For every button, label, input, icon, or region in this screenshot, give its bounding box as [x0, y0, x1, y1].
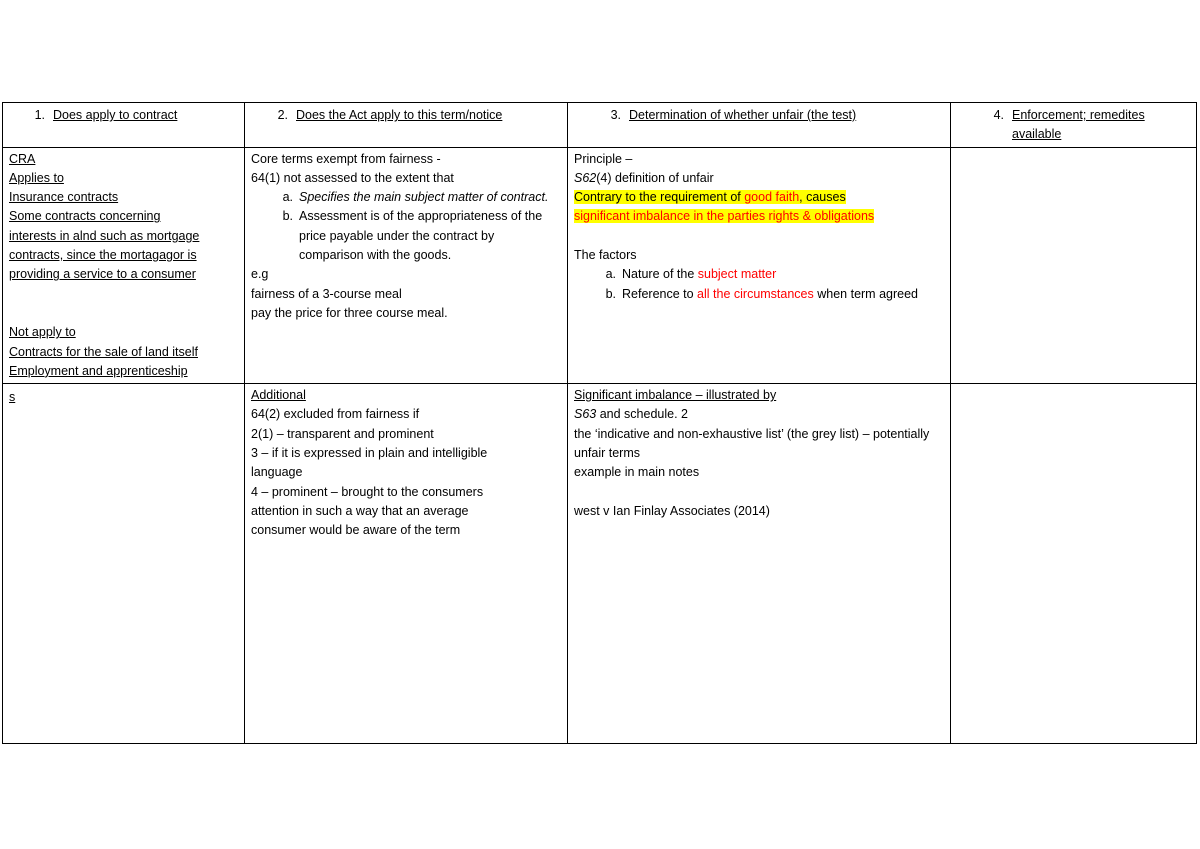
- header-cell-1: [3, 103, 245, 148]
- table-row: [3, 147, 1197, 384]
- paragraph: [574, 405, 945, 424]
- header-cell-3: [568, 103, 951, 148]
- cell-principle: [568, 147, 951, 384]
- item-label: a.: [282, 190, 293, 205]
- list-item: [251, 207, 562, 265]
- spacer: [574, 227, 945, 246]
- item-text: Assessment is of the appropriateness of the price payable under the contract by comparison with the goods.: [299, 209, 543, 263]
- section-text: (4) definition of unfair: [596, 170, 714, 185]
- hl-red-text: good faith: [744, 190, 800, 205]
- paragraph: the ‘indicative and non-exhaustive list’ (the grey list) – potentially unfair terms: [574, 426, 930, 461]
- paragraph: The factors: [574, 248, 637, 263]
- list-item: interests in alnd such as mortgage: [9, 228, 200, 243]
- header-number: 2.: [277, 108, 288, 122]
- cell-applies-to: [3, 147, 245, 384]
- item-red-text: all the circumstances: [697, 286, 814, 301]
- list-item: contracts, since the mortagagor is: [9, 248, 197, 263]
- paragraph: Core terms exempt from fairness -: [251, 151, 441, 166]
- paragraph: e.g: [251, 267, 269, 282]
- paragraph: Additional: [251, 388, 306, 403]
- list-item: Employment and apprenticeship: [9, 363, 188, 378]
- header-number: 4.: [993, 108, 1004, 122]
- item-red-text: subject matter: [697, 267, 777, 282]
- header-number: 3.: [610, 108, 621, 122]
- spacer: [9, 285, 239, 304]
- highlighted-text: [574, 188, 945, 207]
- paragraph: west v Ian Finlay Associates (2014): [574, 503, 770, 518]
- paragraph: 2(1) – transparent and prominent: [251, 426, 434, 441]
- list-item: Insurance contracts: [9, 190, 119, 205]
- paragraph: 64(2) excluded from fairness if: [251, 407, 420, 422]
- section-ref: S63: [574, 407, 597, 422]
- paragraph: s: [9, 390, 16, 405]
- list-item: [251, 188, 562, 207]
- item-text: Specifies the main subject matter of contract.: [299, 190, 549, 205]
- list-item: Applies to: [9, 170, 64, 185]
- paragraph: 4 – prominent – brought to the consumers attention in such a way that an average consumer would be aware of the term: [251, 484, 484, 538]
- header-row: [3, 103, 1197, 148]
- paragraph: [574, 169, 945, 188]
- item-label: b.: [282, 209, 293, 224]
- header-label: Determination of whether unfair (the test): [629, 108, 857, 122]
- section-ref: S62: [574, 170, 597, 185]
- header-label: Does the Act apply to this term/notice: [296, 108, 503, 122]
- cell-enforcement: [951, 147, 1197, 384]
- header-cell-4: [951, 103, 1197, 148]
- list-item: [574, 265, 945, 284]
- notes-table: [2, 102, 1197, 744]
- list-item: [574, 285, 945, 304]
- paragraph: pay the price for three course meal.: [251, 305, 448, 320]
- paragraph: example in main notes: [574, 465, 700, 480]
- header-number: 1.: [34, 108, 45, 122]
- list-item: providing a service to a consumer: [9, 267, 196, 282]
- highlighted-text: [574, 207, 945, 226]
- header-label: Does apply to contract: [53, 108, 178, 122]
- item-label: b.: [605, 286, 616, 301]
- cell-significant-imbalance: [568, 384, 951, 744]
- list-item: CRA: [9, 151, 36, 166]
- item-text: Nature of the: [622, 267, 698, 282]
- spacer: [9, 304, 239, 323]
- paragraph: 64(1) not assessed to the extent that: [251, 170, 454, 185]
- paragraph: Principle –: [574, 151, 633, 166]
- cell-core-terms: [245, 147, 568, 384]
- table-row: [3, 384, 1197, 744]
- paragraph: Significant imbalance – illustrated by: [574, 388, 777, 403]
- list-item: Not apply to: [9, 325, 76, 340]
- hl-text: Contrary to the requirement of: [574, 190, 745, 205]
- item-label: a.: [605, 267, 616, 282]
- paragraph: fairness of a 3-course meal: [251, 286, 402, 301]
- hl-text: , causes: [799, 190, 846, 205]
- spacer: [574, 483, 945, 502]
- item-text: Reference to: [622, 286, 698, 301]
- header-label: Enforcement; remedites available: [1012, 108, 1145, 142]
- list-item: Some contracts concerning: [9, 209, 161, 224]
- cell-s: [3, 384, 245, 744]
- hl-red-text: significant imbalance in the parties rights & obligations: [574, 209, 875, 224]
- item-text: when term agreed: [813, 286, 918, 301]
- cell-enforcement-2: [951, 384, 1197, 744]
- header-cell-2: [245, 103, 568, 148]
- section-text: and schedule. 2: [596, 407, 688, 422]
- paragraph: 3 – if it is expressed in plain and intelligible language: [251, 446, 488, 480]
- cell-additional: [245, 384, 568, 744]
- list-item: Contracts for the sale of land itself: [9, 344, 198, 359]
